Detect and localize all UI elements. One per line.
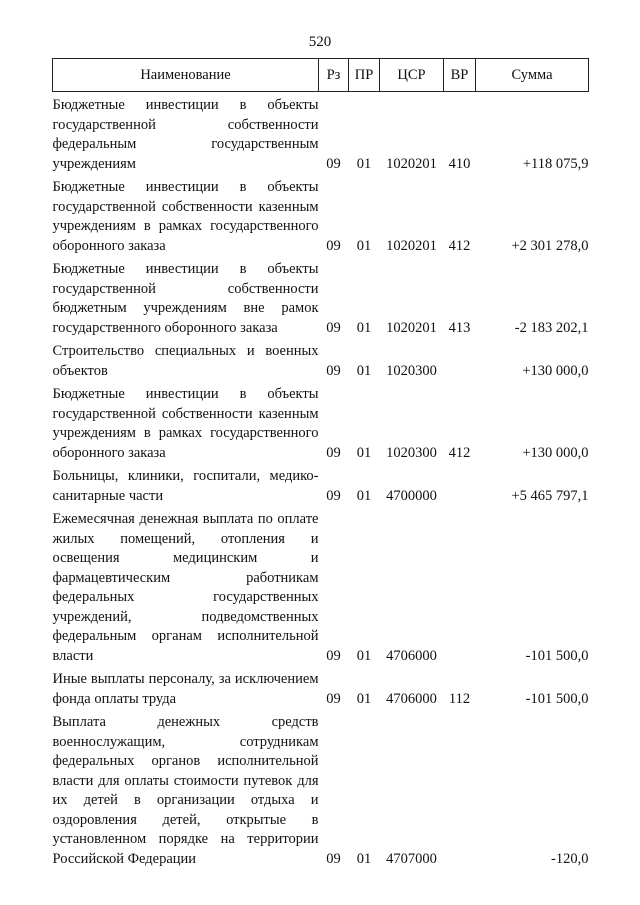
row-csr: 1020300 [386, 362, 437, 379]
row-rz: 09 [326, 362, 341, 379]
row-vr [444, 709, 476, 869]
row-csr: 1020201 [386, 319, 437, 336]
row-pr: 01 [356, 690, 372, 707]
row-vr: 412 [448, 444, 471, 461]
table-row [53, 666, 589, 709]
row-pr: 01 [356, 444, 372, 461]
row-pr: 01 [356, 487, 372, 504]
row-csr: 1020201 [386, 155, 437, 172]
header-pr: ПР [349, 59, 380, 92]
budget-table [52, 58, 589, 869]
row-name: Выплата денежных средств военнослужащим, сотрудникам федеральных органов исполнительной власти для оплаты стоимости путевок для их детей в организации отдыха и оздоровления детей, открытые в установленном порядке на территории Российской Федерации [52, 714, 319, 867]
row-name: Иные выплаты персоналу, за исключением фонда оплаты труда [52, 671, 319, 707]
row-sum: +5 465 797,1 [511, 487, 589, 504]
row-vr [444, 506, 476, 666]
header-vr: ВР [444, 59, 476, 92]
row-rz: 09 [326, 690, 341, 707]
row-rz: 09 [326, 487, 341, 504]
row-pr: 01 [356, 319, 372, 336]
page-number: 520 [308, 34, 332, 50]
row-rz: 09 [326, 444, 341, 461]
table-row [53, 256, 589, 338]
row-pr: 01 [356, 850, 372, 867]
table-row [53, 92, 589, 175]
row-csr: 1020300 [386, 444, 437, 461]
row-vr: 412 [448, 237, 471, 254]
header-csr: ЦСР [380, 59, 444, 92]
row-name: Строительство специальных и военных объектов [52, 343, 319, 379]
row-csr: 4706000 [386, 647, 437, 664]
row-sum: -101 500,0 [525, 647, 589, 664]
row-csr: 1020201 [386, 237, 437, 254]
row-pr: 01 [356, 647, 372, 664]
row-csr: 4707000 [386, 850, 437, 867]
row-pr: 01 [356, 362, 372, 379]
table-header-row [53, 59, 589, 92]
row-name: Больницы, клиники, госпитали, медико-санитарные части [52, 468, 319, 504]
row-sum: -101 500,0 [525, 690, 589, 707]
row-name: Бюджетные инвестиции в объекты государственной собственности федеральным государственным учреждениям [52, 97, 319, 172]
header-name: Наименование [53, 59, 319, 92]
row-rz: 09 [326, 647, 341, 664]
row-rz: 09 [326, 319, 341, 336]
row-name: Бюджетные инвестиции в объекты государственной собственности бюджетным учреждениям вне рамок государственного оборонного заказа [52, 261, 319, 336]
header-sum: Сумма [476, 59, 589, 92]
row-sum: +130 000,0 [522, 444, 589, 461]
table-row [53, 174, 589, 256]
row-vr: 410 [448, 155, 471, 172]
table-row [53, 338, 589, 381]
row-rz: 09 [326, 155, 341, 172]
row-pr: 01 [356, 237, 372, 254]
row-vr: 413 [448, 319, 471, 336]
table-row [53, 463, 589, 506]
row-rz: 09 [326, 850, 341, 867]
row-sum: +118 075,9 [522, 155, 589, 172]
row-vr [444, 338, 476, 381]
row-sum: +130 000,0 [522, 362, 589, 379]
row-name: Бюджетные инвестиции в объекты государственной собственности казенным учреждениям в рамках государственного оборонного заказа [52, 386, 319, 461]
header-rz: Рз [319, 59, 349, 92]
row-csr: 4706000 [386, 690, 437, 707]
row-pr: 01 [356, 155, 372, 172]
row-rz: 09 [326, 237, 341, 254]
table-row [53, 506, 589, 666]
row-sum: -120,0 [551, 850, 589, 867]
row-sum: -2 183 202,1 [514, 319, 589, 336]
table-row [53, 709, 589, 869]
row-vr: 112 [448, 690, 471, 707]
row-vr [444, 463, 476, 506]
row-name: Бюджетные инвестиции в объекты государственной собственности казенным учреждениям в рамках государственного оборонного заказа [52, 179, 319, 254]
row-csr: 4700000 [386, 487, 437, 504]
row-name: Ежемесячная денежная выплата по оплате жилых помещений, отопления и освещения медицинским и фармацевтическим работникам федеральных государственных учреждений, подведомственных федеральным органам исполнительной власти [52, 511, 319, 664]
row-sum: +2 301 278,0 [511, 237, 589, 254]
table-row [53, 381, 589, 463]
